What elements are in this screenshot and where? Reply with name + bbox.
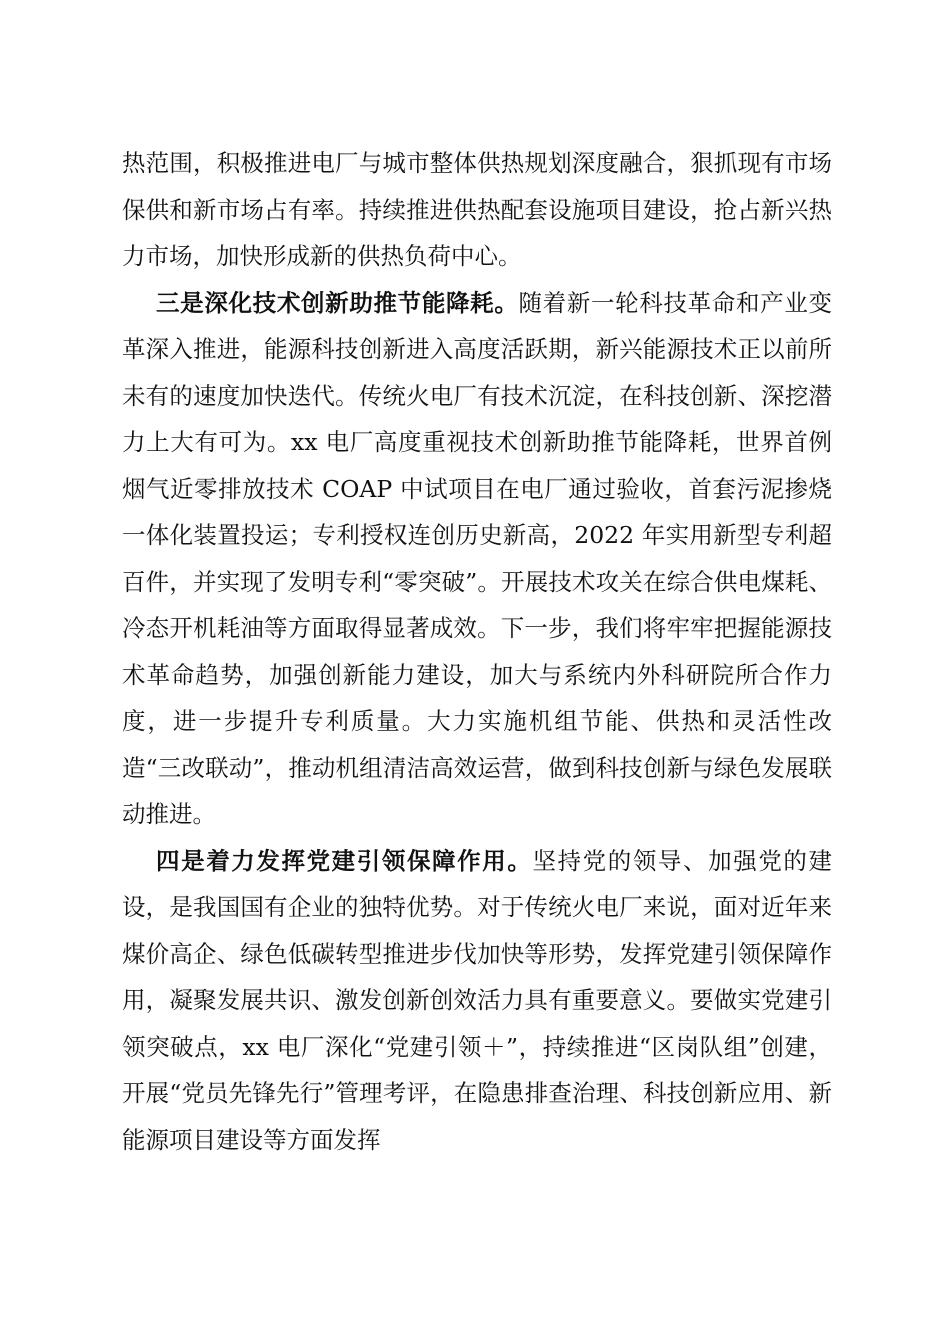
paragraph-text: 随着新一轮科技革命和产业变革深入推进，能源科技创新进入高度活跃期，新兴能源技术正以前所未有的速度加快迭代。传统火电厂有技术沉淀，在科技创新、深挖潜力上大有可为。xx 电厂高度重视技术创新助推节能降耗，世界首例烟气近零排放技术 COAP 中试项目在电厂通过验收，首套污泥掺烧一体化装置投运；专利授权连创历史新高，2022 年实用新型专利超百件，并实现了发明专利“零突破”。开展技术攻关在综合供电煤耗、冷态开机耗油等方面取得显著成效。下一步，我们将牢牢把握能源技术革命趋势，加强创新能力建设，加大与系统内外科研院所合作力度，进一步提升专利质量。大力实施机组节能、供热和灵活性改造“三改联动”，推动机组清洁高效运营，做到科技创新与绿色发展联动推进。 xyxy=(122,288,832,828)
document-body xyxy=(122,140,832,1163)
paragraph-section-four xyxy=(122,838,832,1164)
paragraph-continuation xyxy=(122,140,832,280)
section-heading-lead: 四是着力发挥党建引领保障作用。 xyxy=(156,846,533,875)
paragraph-text: 热范围，积极推进电厂与城市整体供热规划深度融合，狠抓现有市场保供和新市场占有率。持续推进供热配套设施项目建设，抢占新兴热力市场，加快形成新的供热负荷中心。 xyxy=(122,149,832,270)
paragraph-text: 坚持党的领导、加强党的建设，是我国国有企业的独特优势。对于传统火电厂来说，面对近年来煤价高企、绿色低碳转型推进步伐加快等形势，发挥党建引领保障作用，凝聚发展共识、激发创新创效活力具有重要意义。要做实党建引领突破点，xx 电厂深化“党建引领＋”，持续推进“区岗队组”创建，开展“党员先锋先行”管理考评，在隐患排查治理、科技创新应用、新能源项目建设等方面发挥 xyxy=(122,846,833,1154)
section-heading-lead: 三是深化技术创新助推节能降耗。 xyxy=(156,288,519,317)
paragraph-section-three xyxy=(122,280,832,838)
